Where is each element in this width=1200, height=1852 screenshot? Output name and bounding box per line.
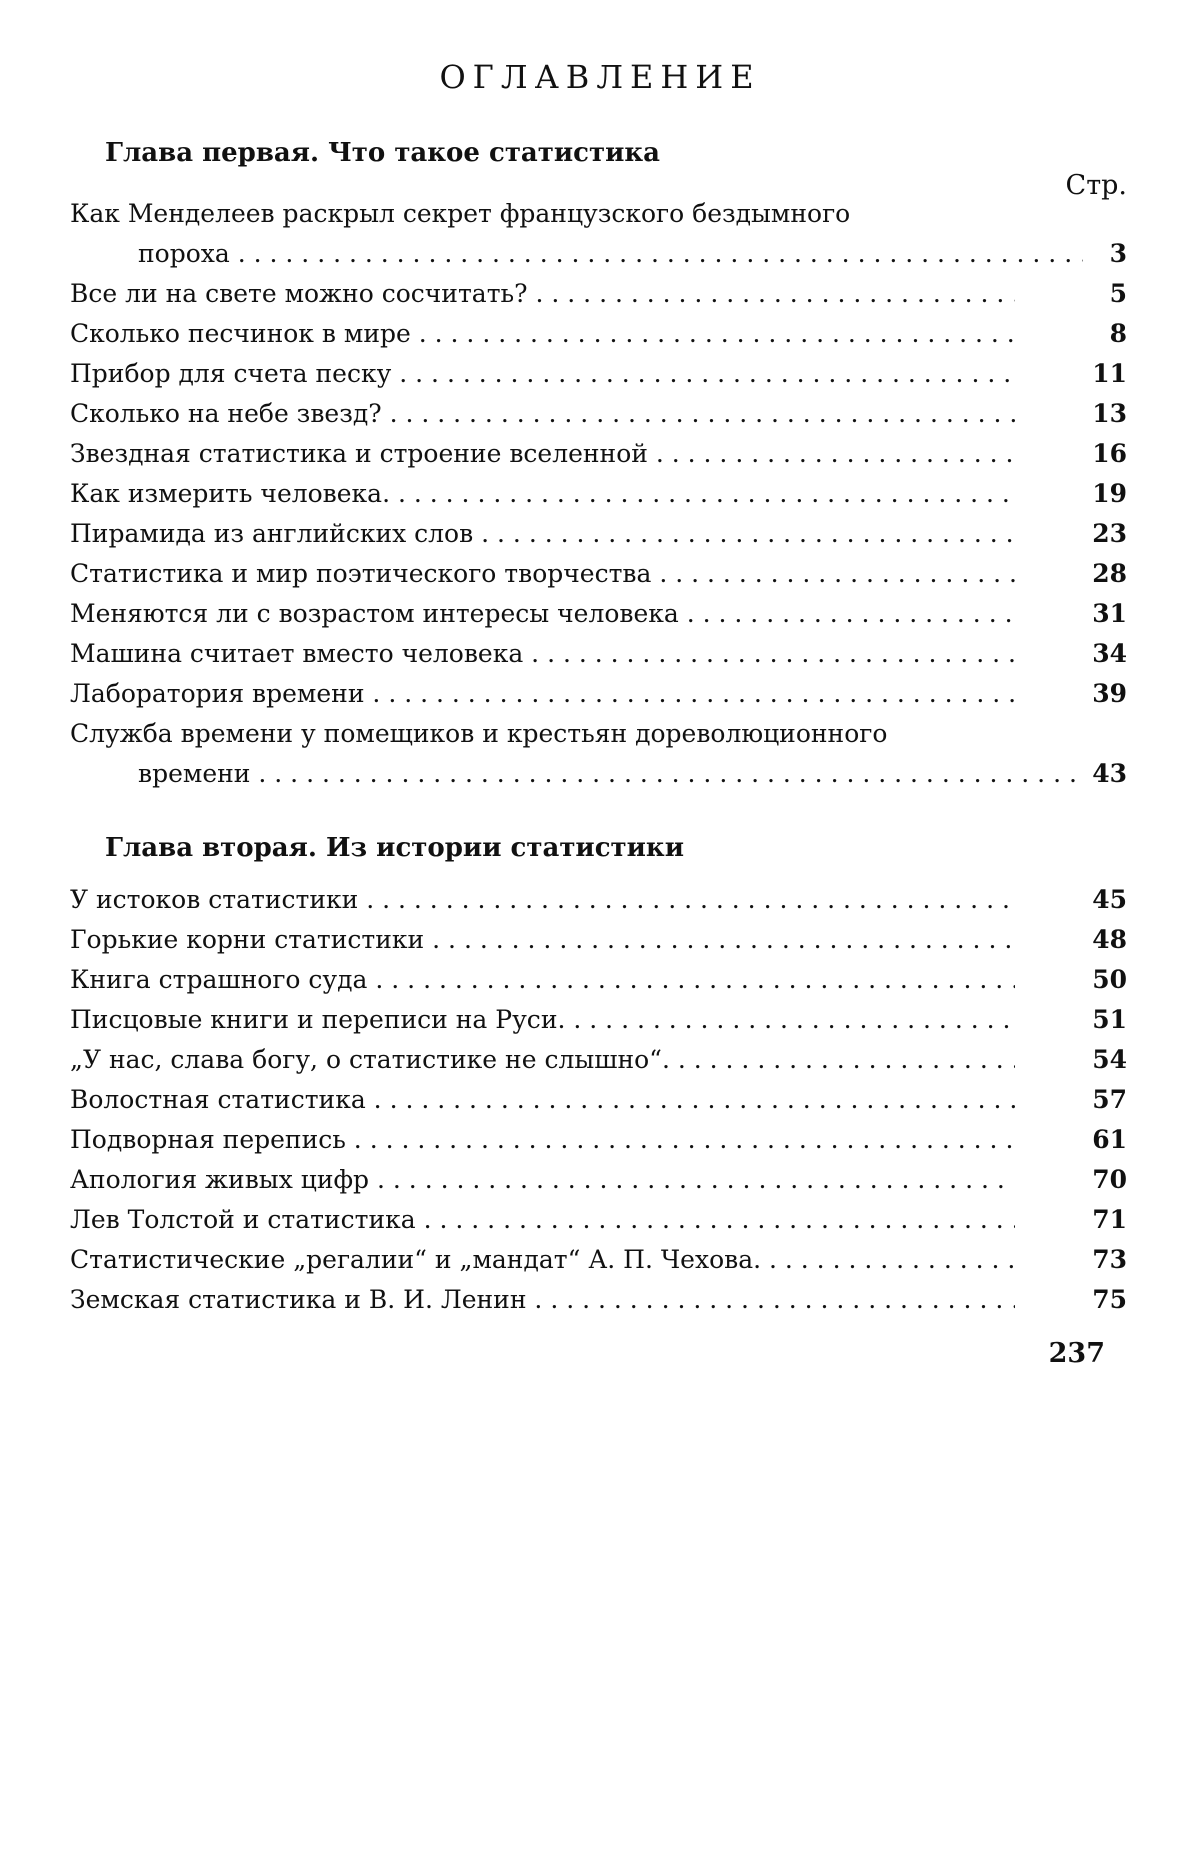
toc-entry-page: 73 [1092, 1245, 1127, 1274]
toc-entry-page: 23 [1092, 519, 1127, 548]
toc-entry-page: 3 [1109, 239, 1127, 268]
toc-entry[interactable] [70, 434, 1127, 474]
toc-entry-page: 13 [1092, 399, 1127, 428]
toc-entry[interactable] [70, 1080, 1127, 1120]
toc-entry[interactable] [70, 394, 1127, 434]
toc-entry-title: Лев Толстой и статистика . . . [70, 1200, 1015, 1240]
toc-entry-page: 16 [1092, 439, 1127, 468]
toc-entry[interactable] [70, 474, 1127, 514]
toc-entry-title-line1: Как Менделеев раскрыл секрет французского бездымного [70, 199, 851, 228]
toc-entry[interactable] [70, 674, 1127, 714]
toc-entry-page: 70 [1092, 1165, 1127, 1194]
toc-entry[interactable] [70, 554, 1127, 594]
toc-entry-title: Статистические „регалии“ и „мандат“ А. П. Чехова. . . . [70, 1240, 1015, 1280]
toc-entry-page: 54 [1092, 1045, 1127, 1074]
toc-entry-title: Подворная перепись . . . [70, 1120, 1015, 1160]
toc-entry-page: 11 [1092, 359, 1127, 388]
toc-entry-title: Все ли на свете можно сосчитать? . . . [70, 274, 1015, 314]
toc-entry-title: Земская статистика и В. И. Ленин . . . [70, 1280, 1015, 1320]
toc-entry-page: 75 [1092, 1285, 1127, 1314]
toc-entry-title: „У нас, слава богу, о статистике не слышно“. . . . [70, 1040, 1015, 1080]
toc-entry[interactable] [70, 960, 1127, 1000]
toc-entry[interactable] [70, 1040, 1127, 1080]
toc-entry-page: 28 [1092, 559, 1127, 588]
toc-entry[interactable] [70, 719, 1127, 794]
toc-entry-title: У истоков статистики . . . [70, 880, 1015, 920]
toc-entry-title: пороха . . . [70, 234, 1083, 274]
toc-entry-page: 5 [1109, 279, 1127, 308]
toc-entry-title: Лаборатория времени . . . [70, 674, 1015, 714]
toc-entry[interactable] [70, 1240, 1127, 1280]
toc-entry[interactable] [70, 514, 1127, 554]
toc-entry-title: Писцовые книги и переписи на Руси. . . . [70, 1000, 1015, 1040]
toc-entry-title: Книга страшного суда . . . [70, 960, 1015, 1000]
toc-entry-page: 39 [1092, 679, 1127, 708]
toc-entry-title: времени . . . [70, 754, 1083, 794]
toc-entry[interactable] [70, 594, 1127, 634]
page-column-header: Стр. [1065, 170, 1127, 201]
footer-page-number: 237 [1048, 1338, 1105, 1369]
toc-entry[interactable] [70, 1200, 1127, 1240]
toc-entry-title: Машина считает вместо человека . . . [70, 634, 1015, 674]
toc-entry-page: 45 [1092, 885, 1127, 914]
toc-entry[interactable] [70, 1160, 1127, 1200]
toc-entry[interactable] [70, 1000, 1127, 1040]
toc-entry-page: 31 [1092, 599, 1127, 628]
toc-entry-title: Как измерить человека. . . . [70, 474, 1015, 514]
toc-entry-title: Пирамида из английских слов . . . [70, 514, 1015, 554]
toc-entry[interactable] [70, 880, 1127, 920]
toc-entry-title: Апология живых цифр . . . [70, 1160, 1015, 1200]
toc-entry[interactable] [70, 199, 1127, 274]
toc-entry-title: Горькие корни статистики . . . [70, 920, 1015, 960]
toc-entry-title: Статистика и мир поэтического творчества . . . [70, 554, 1015, 594]
toc-entry[interactable] [70, 1120, 1127, 1160]
toc-entry[interactable] [70, 1280, 1127, 1320]
toc-entry-page: 71 [1092, 1205, 1127, 1234]
toc-entry-page: 19 [1092, 479, 1127, 508]
toc-entry-title-line1: Служба времени у помещиков и крестьян дореволюционного [70, 719, 888, 748]
toc-entry-page: 34 [1092, 639, 1127, 668]
toc-heading: ОГЛАВЛЕНИЕ [439, 58, 761, 96]
toc-entry-title: Сколько на небе звезд? . . . [70, 394, 1015, 434]
toc-entry-title: Звездная статистика и строение вселенной . . . [70, 434, 1015, 474]
toc-entry-page: 50 [1092, 965, 1127, 994]
chapter-1-title: Глава первая. Что такое статистика [105, 138, 661, 168]
toc-entry-page: 8 [1109, 319, 1127, 348]
toc-entry[interactable] [70, 314, 1127, 354]
toc-entry-title: Сколько песчинок в мире . . . [70, 314, 1015, 354]
toc-entry-page: 61 [1092, 1125, 1127, 1154]
toc-entry-page: 57 [1092, 1085, 1127, 1114]
toc-entry-page: 48 [1092, 925, 1127, 954]
toc-entry-title: Волостная статистика . . . [70, 1080, 1015, 1120]
toc-entry[interactable] [70, 354, 1127, 394]
toc-entry-page: 43 [1092, 759, 1127, 788]
toc-entry[interactable] [70, 920, 1127, 960]
toc-entry[interactable] [70, 274, 1127, 314]
toc-entry-page: 51 [1092, 1005, 1127, 1034]
toc-entry-title: Меняются ли с возрастом интересы человека . . . [70, 594, 1015, 634]
chapter-2-title: Глава вторая. Из истории статистики [105, 833, 684, 863]
toc-entry[interactable] [70, 634, 1127, 674]
toc-entry-title: Прибор для счета песку . . . [70, 354, 1015, 394]
